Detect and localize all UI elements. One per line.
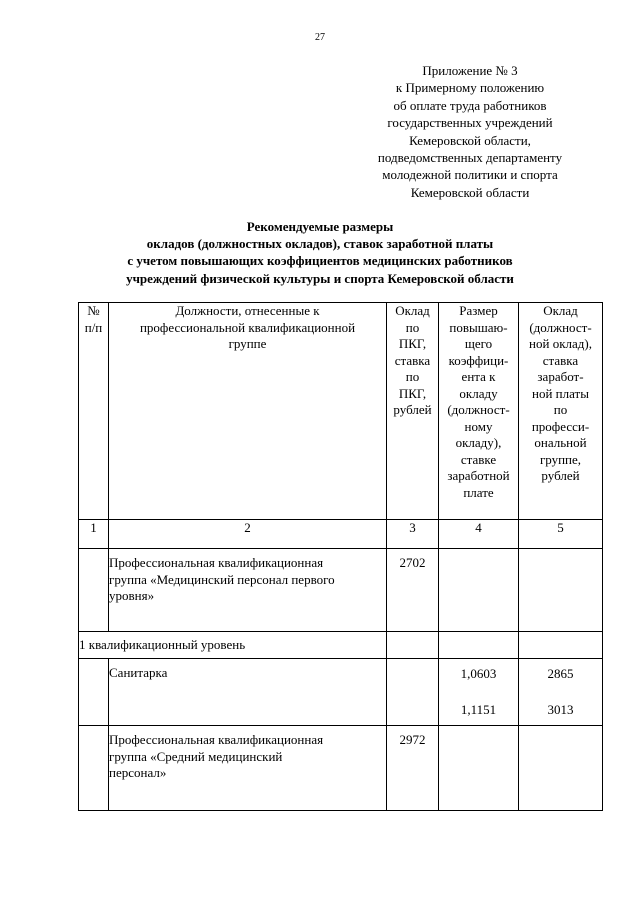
- appendix-line: молодежной политики и спорта: [382, 167, 558, 183]
- appendix-line: Кемеровской области,: [409, 132, 531, 148]
- appendix-line: об оплате труда работников: [393, 97, 547, 113]
- salary-table: [78, 302, 603, 811]
- column-number: 4: [439, 520, 519, 549]
- cell-empty: [439, 726, 519, 811]
- table-row: [79, 632, 603, 659]
- table-row: [79, 549, 603, 632]
- table-row: [79, 659, 603, 726]
- header-coefficient: Размер повышаю- щего коэффици- ента к окладу (должност- ному окладу), ставке заработной плате: [439, 303, 519, 520]
- group-base-salary: 2702: [387, 549, 439, 632]
- group-name-medical-first-level: Профессиональная квалификационная группа «Медицинский персонал первого уровня»: [109, 549, 387, 632]
- salary-values: [519, 659, 603, 726]
- cell-empty: [439, 549, 519, 632]
- salary-value: 3013: [547, 702, 574, 717]
- cell-empty: [387, 659, 439, 726]
- coefficient-value: 1,1151: [460, 702, 497, 717]
- group-base-salary: 2972: [387, 726, 439, 811]
- cell-empty: [519, 632, 603, 659]
- column-number: 3: [387, 520, 439, 549]
- coefficient-values: [439, 659, 519, 726]
- group-name-medical-middle: Профессиональная квалификационная группа «Средний медицинский персонал»: [109, 726, 387, 811]
- title-line: окладов (должностных окладов), ставок заработной платы: [146, 236, 494, 252]
- column-numbers-row: [79, 520, 603, 549]
- qualification-level-label: 1 квалификационный уровень: [79, 632, 387, 659]
- title-line: учреждений физической культуры и спорта Кемеровской области: [126, 270, 514, 286]
- cell-empty: [387, 632, 439, 659]
- appendix-line: Приложение № 3: [422, 63, 518, 78]
- coefficient-value: 1,0603: [460, 666, 497, 681]
- title-line: с учетом повышающих коэффициентов медицинских работников: [127, 253, 513, 269]
- cell-empty: [519, 726, 603, 811]
- cell-empty: [79, 726, 109, 811]
- title-line: Рекомендуемые размеры: [246, 219, 394, 234]
- cell-empty: [439, 632, 519, 659]
- column-number: 5: [519, 520, 603, 549]
- position-name: Санитарка: [109, 659, 387, 726]
- page-number: 27: [315, 32, 325, 43]
- header-number: № п/п: [79, 303, 109, 520]
- appendix-line: Кемеровской области: [410, 184, 530, 200]
- cell-empty: [79, 659, 109, 726]
- appendix-line: подведомственных департаменту: [377, 150, 563, 166]
- header-base-salary: Оклад по ПКГ, ставка по ПКГ, рублей: [387, 303, 439, 520]
- cell-empty: [519, 549, 603, 632]
- appendix-block: [350, 62, 590, 201]
- appendix-line: к Примерному положению: [395, 80, 545, 96]
- column-number: 1: [79, 520, 109, 549]
- table-header-row: [79, 303, 603, 520]
- header-positions: Должности, отнесенные к профессиональной квалификационной группе: [109, 303, 387, 520]
- column-number: 2: [109, 520, 387, 549]
- document-title: [60, 218, 580, 287]
- header-final-salary: Оклад (должност- ной оклад), ставка заработ- ной платы по професси- ональной группе, рублей: [519, 303, 603, 520]
- salary-value: 2865: [547, 666, 574, 681]
- appendix-line: государственных учреждений: [387, 115, 553, 131]
- table-row: [79, 726, 603, 811]
- cell-empty: [79, 549, 109, 632]
